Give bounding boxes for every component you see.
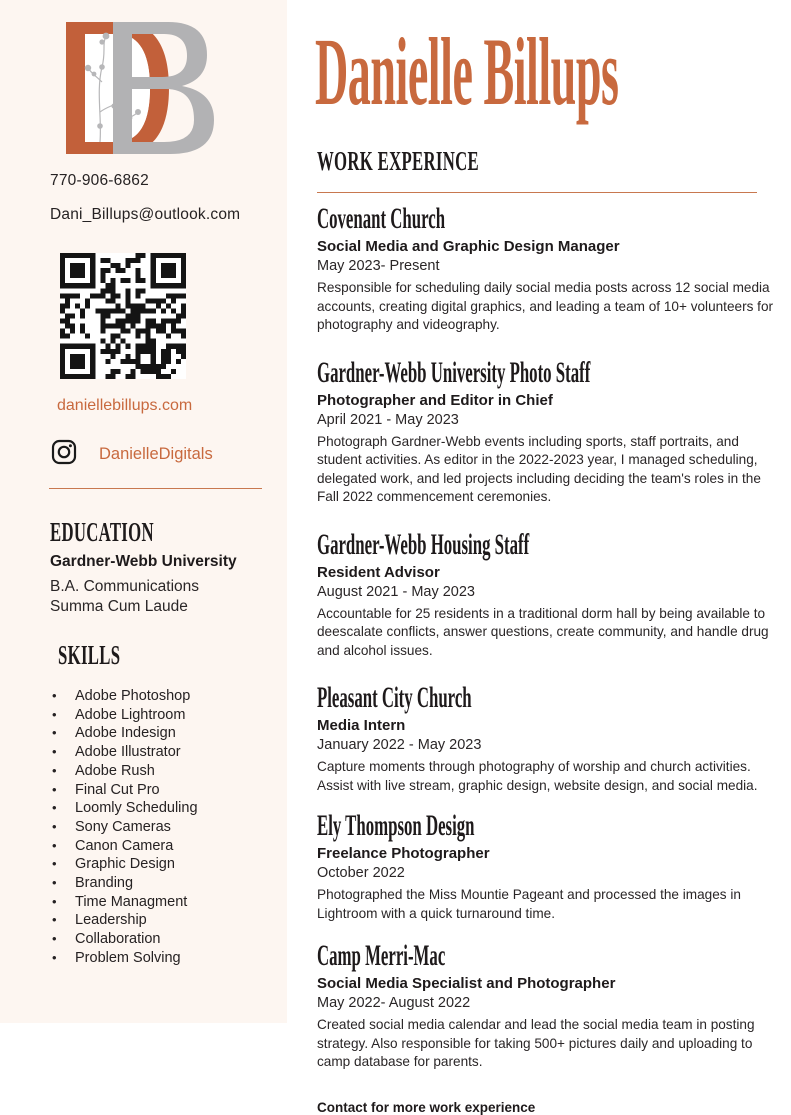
job-company: Pleasant City Church xyxy=(317,681,472,714)
job-company: Gardner-Webb University Photo Staff xyxy=(317,355,591,389)
job-dates: October 2022 xyxy=(317,865,405,881)
work-experience-section xyxy=(317,204,779,1115)
job-role: Freelance Photographer xyxy=(317,845,490,862)
email-address: Dani_Billups@outlook.com xyxy=(50,206,241,223)
skill-item: • Loomly Scheduling xyxy=(52,800,198,817)
job-role: Media Intern xyxy=(317,717,406,734)
job-description: Photographed the Miss Mountie Pageant and processed the images in Lightroom with a quick turnaround time. xyxy=(317,887,741,921)
website-link[interactable]: daniellebillups.com xyxy=(57,397,193,414)
skill-item: • Branding xyxy=(52,875,134,892)
job-role: Resident Advisor xyxy=(317,563,440,581)
education-heading: EDUCATION xyxy=(50,517,154,547)
job-role: Social Media and Graphic Design Manager xyxy=(317,238,620,255)
job-dates: August 2021 - May 2023 xyxy=(317,583,475,600)
work-experience-heading: WORK EXPERINCE xyxy=(317,146,479,176)
education-degree: B.A. Communications xyxy=(50,578,200,595)
phone-number: 770-906-6862 xyxy=(50,172,149,189)
job-description: Responsible for scheduling daily social media posts across 12 social media accounts, creating digital graphics, and leading a team of 10+ volunteers for photography and videography. xyxy=(317,280,774,332)
skill-item: • Graphic Design xyxy=(52,856,175,873)
skill-item: • Adobe Photoshop xyxy=(52,688,191,704)
sidebar-divider xyxy=(49,488,262,489)
qr-code-graphic xyxy=(60,253,186,379)
skill-item: • Adobe Rush xyxy=(52,762,155,779)
skill-item: • Adobe Illustrator xyxy=(52,744,181,761)
skill-item: • Sony Cameras xyxy=(52,818,171,835)
skills-heading: SKILLS xyxy=(58,640,121,670)
job-dates: April 2021 - May 2023 xyxy=(317,411,459,428)
job-company: Gardner-Webb Housing Staff xyxy=(317,527,530,561)
job-company: Camp Merri-Mac xyxy=(317,939,446,972)
job-role: Social Media Specialist and Photographer xyxy=(317,975,616,992)
education-honors: Summa Cum Laude xyxy=(50,598,188,615)
skill-item: • Time Managment xyxy=(52,893,188,910)
db-logo-graphic xyxy=(66,22,231,154)
skill-item: • Final Cut Pro xyxy=(52,781,160,798)
job-entry xyxy=(317,941,779,1072)
job-company: Covenant Church xyxy=(317,202,446,235)
instagram-handle-link[interactable]: DanielleDigitals xyxy=(99,445,213,463)
skill-item: • Adobe Indesign xyxy=(52,725,176,742)
job-entry xyxy=(317,355,779,507)
job-dates: January 2022 - May 2023 xyxy=(317,737,482,753)
skill-item: • Adobe Lightroom xyxy=(52,706,186,723)
job-description: Capture moments through photography of worship and church activities. Assist with live stream, graphic design, website design, and social media. xyxy=(317,759,758,793)
job-entry xyxy=(317,811,779,923)
skills-list xyxy=(52,687,198,968)
education-school: Gardner-Webb University xyxy=(50,553,237,570)
instagram-row xyxy=(51,439,213,470)
job-role: Photographer and Editor in Chief xyxy=(317,391,553,409)
job-entry xyxy=(317,683,779,795)
job-dates: May 2022- August 2022 xyxy=(317,995,471,1011)
skill-item: • Leadership xyxy=(52,912,147,929)
skill-item: • Problem Solving xyxy=(52,949,181,966)
job-description: Accountable for 25 residents in a traditional dorm hall by being available to deescalate conflicts, answer questions, create community, and handle drug and alcohol issues. xyxy=(317,605,769,658)
page-title: Danielle Billups xyxy=(315,18,619,125)
db-monogram-logo xyxy=(66,22,231,154)
qr-code xyxy=(60,253,186,379)
instagram-icon xyxy=(51,439,77,470)
logo-letter-b xyxy=(113,22,214,154)
job-description: Created social media calendar and lead the social media team in posting strategy. Also responsible for taking 500+ pictures daily and uploading to camp database for parents. xyxy=(317,1017,755,1069)
job-entry xyxy=(317,204,779,335)
job-entry xyxy=(317,527,779,661)
main-divider xyxy=(317,192,757,193)
skill-item: • Collaboration xyxy=(52,931,161,948)
job-description: Photograph Gardner-Webb events including sports, staff portraits, and student activities. As editor in the 2022-2023 year, I managed scheduling, delegated work, and led projects including deciding the team's roles in the Fall 2022 commencement ceremonies. xyxy=(317,433,761,504)
job-company: Ely Thompson Design xyxy=(317,809,475,842)
skill-item: • Canon Camera xyxy=(52,837,174,854)
job-dates: May 2023- Present xyxy=(317,258,440,274)
footer-note: Contact for more work experience xyxy=(317,1099,536,1115)
sidebar xyxy=(0,0,287,1023)
